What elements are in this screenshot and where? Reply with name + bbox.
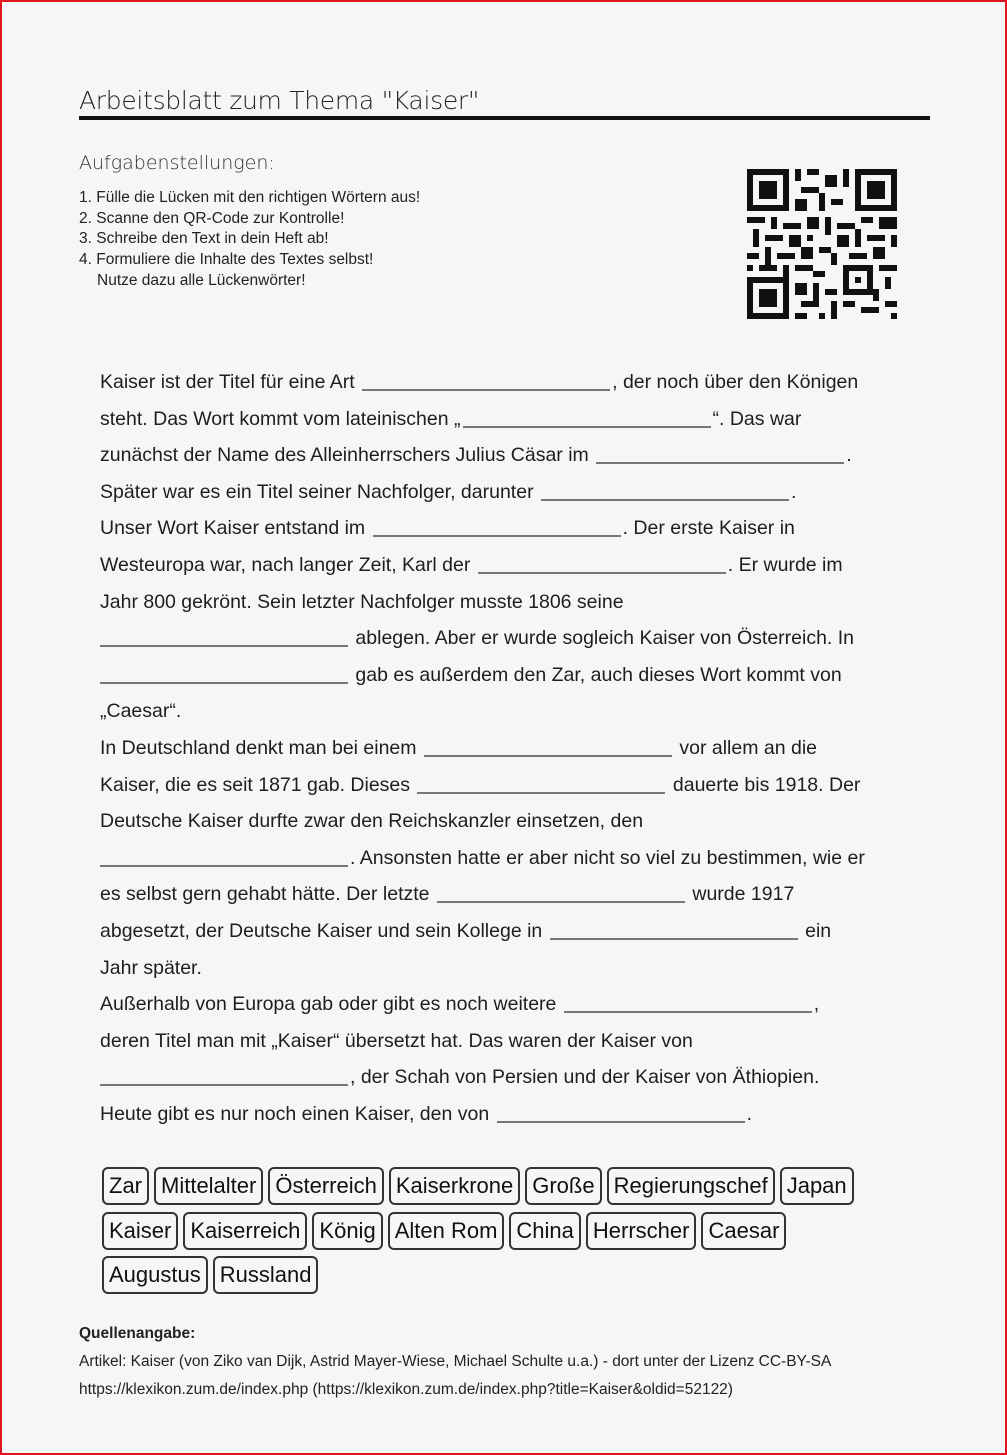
cloze-text <box>100 364 910 1132</box>
title-divider <box>79 116 930 120</box>
task-item: 4. Formuliere die Inhalte des Textes selbst! <box>79 251 374 269</box>
word-bank <box>102 1167 922 1301</box>
text-segment: ein <box>805 919 832 942</box>
text-segment: Heute gibt es nur noch einen Kaiser, den von <box>100 1102 490 1125</box>
blank-field[interactable] <box>564 991 812 1013</box>
blank-field[interactable] <box>463 406 711 428</box>
text-segment: es selbst gern gehabt hätte. Der letzte <box>100 883 430 906</box>
word-chip[interactable]: Mittelalter <box>154 1167 263 1205</box>
text-segment: gab es außerdem den Zar, auch dieses Wort kommt von <box>355 663 842 686</box>
blank-field[interactable] <box>100 662 348 684</box>
text-segment: Westeuropa war, nach langer Zeit, Karl der <box>100 553 471 576</box>
blank-field[interactable] <box>100 1064 348 1086</box>
blank-field[interactable] <box>373 515 621 537</box>
text-segment: , der noch über den Königen <box>612 371 859 393</box>
text-segment: , der Schah von Persien und der Kaiser von Äthiopien. <box>350 1066 820 1089</box>
word-chip[interactable]: Caesar <box>701 1212 786 1250</box>
blank-field[interactable] <box>424 735 672 757</box>
text-segment: . <box>846 444 852 467</box>
word-chip[interactable]: Russland <box>213 1256 319 1294</box>
text-segment: Jahr später. <box>100 956 202 979</box>
word-chip[interactable]: Kaiserreich <box>183 1212 307 1250</box>
text-segment: . Ansonsten hatte er aber nicht so viel zu bestimmen, wie er <box>350 846 865 869</box>
blank-field[interactable] <box>100 625 348 647</box>
word-chip[interactable]: Regierungschef <box>607 1167 775 1205</box>
word-chip[interactable]: Kaiserkrone <box>389 1167 520 1205</box>
text-segment: Kaiser ist der Titel für eine Art <box>100 371 355 393</box>
text-segment: Unser Wort Kaiser entstand im <box>100 517 366 540</box>
text-segment: Kaiser, die es seit 1871 gab. Dieses <box>100 773 411 796</box>
task-list <box>79 188 420 292</box>
word-chip[interactable]: Kaiser <box>102 1212 178 1250</box>
text-segment: . Der erste Kaiser in <box>622 517 795 540</box>
text-segment: zunächst der Name des Alleinherrschers Julius Cäsar im <box>100 444 589 467</box>
blank-field[interactable] <box>417 772 665 794</box>
text-segment: „Caesar“. <box>100 700 182 723</box>
text-segment: steht. Das Wort kommt vom lateinischen „ <box>100 407 461 430</box>
text-segment: In Deutschland denkt man bei einem <box>100 736 417 759</box>
word-chip[interactable]: Große <box>525 1167 601 1205</box>
source-section <box>79 1320 831 1404</box>
word-chip[interactable]: Zar <box>102 1167 149 1205</box>
text-segment: Später war es ein Titel seiner Nachfolger, darunter <box>100 480 534 503</box>
text-segment: deren Titel man mit „Kaiser“ übersetzt hat. Das waren der Kaiser von <box>100 1029 693 1052</box>
source-heading: Quellenangabe: <box>79 1325 196 1342</box>
blank-field[interactable] <box>478 552 726 574</box>
blank-field[interactable] <box>541 479 789 501</box>
word-chip[interactable]: Herrscher <box>586 1212 697 1250</box>
word-chip[interactable]: Augustus <box>102 1256 208 1294</box>
task-item: Nutze dazu alle Lückenwörter! <box>97 271 306 289</box>
text-segment: Deutsche Kaiser durfte zwar den Reichskanzler einsetzen, den <box>100 810 644 833</box>
tasks-heading: Aufgabenstellungen: <box>79 152 275 174</box>
text-segment: , <box>813 993 820 1016</box>
blank-field[interactable] <box>100 845 348 867</box>
blank-field[interactable] <box>550 918 798 940</box>
text-segment: Jahr 800 gekrönt. Sein letzter Nachfolger musste 1806 seine <box>100 590 624 613</box>
word-chip[interactable]: Österreich <box>268 1167 383 1205</box>
word-chip[interactable]: König <box>312 1212 382 1250</box>
text-segment: Außerhalb von Europa gab oder gibt es noch weitere <box>100 993 557 1016</box>
word-chip[interactable]: Alten Rom <box>388 1212 505 1250</box>
blank-field[interactable] <box>596 442 844 464</box>
task-item: 3. Schreibe den Text in dein Heft ab! <box>79 230 329 248</box>
source-citation: Artikel: Kaiser (von Ziko van Dijk, Astrid Mayer-Wiese, Michael Schulte u.a.) - dort unter der Lizenz CC-BY-SA <box>79 1353 832 1370</box>
word-chip[interactable]: China <box>509 1212 580 1250</box>
text-segment: “. Das war <box>712 407 802 430</box>
word-chip[interactable]: Japan <box>780 1167 854 1205</box>
blank-field[interactable] <box>497 1101 745 1123</box>
task-item: 1. Fülle die Lücken mit den richtigen Wörtern aus! <box>79 189 421 206</box>
task-item: 2. Scanne den QR-Code zur Kontrolle! <box>79 209 345 227</box>
text-segment: . <box>790 480 797 503</box>
qr-code-icon[interactable] <box>747 169 897 319</box>
text-segment: . <box>746 1102 753 1125</box>
text-segment: abgesetzt, der Deutsche Kaiser und sein Kollege in <box>100 919 543 942</box>
blank-field[interactable] <box>362 369 610 391</box>
blank-field[interactable] <box>437 881 685 903</box>
source-link[interactable]: https://klexikon.zum.de/index.php (https://klexikon.zum.de/index.php?title=Kaiser&oldid=52122) <box>79 1381 733 1398</box>
page-title: Arbeitsblatt zum Thema "Kaiser" <box>79 86 480 115</box>
text-segment: vor allem an die <box>679 736 818 759</box>
text-segment: . Er wurde im <box>727 553 843 576</box>
text-segment: wurde 1917 <box>692 883 795 906</box>
text-segment: dauerte bis 1918. Der <box>672 773 861 796</box>
text-segment: ablegen. Aber er wurde sogleich Kaiser von Österreich. In <box>355 627 855 650</box>
